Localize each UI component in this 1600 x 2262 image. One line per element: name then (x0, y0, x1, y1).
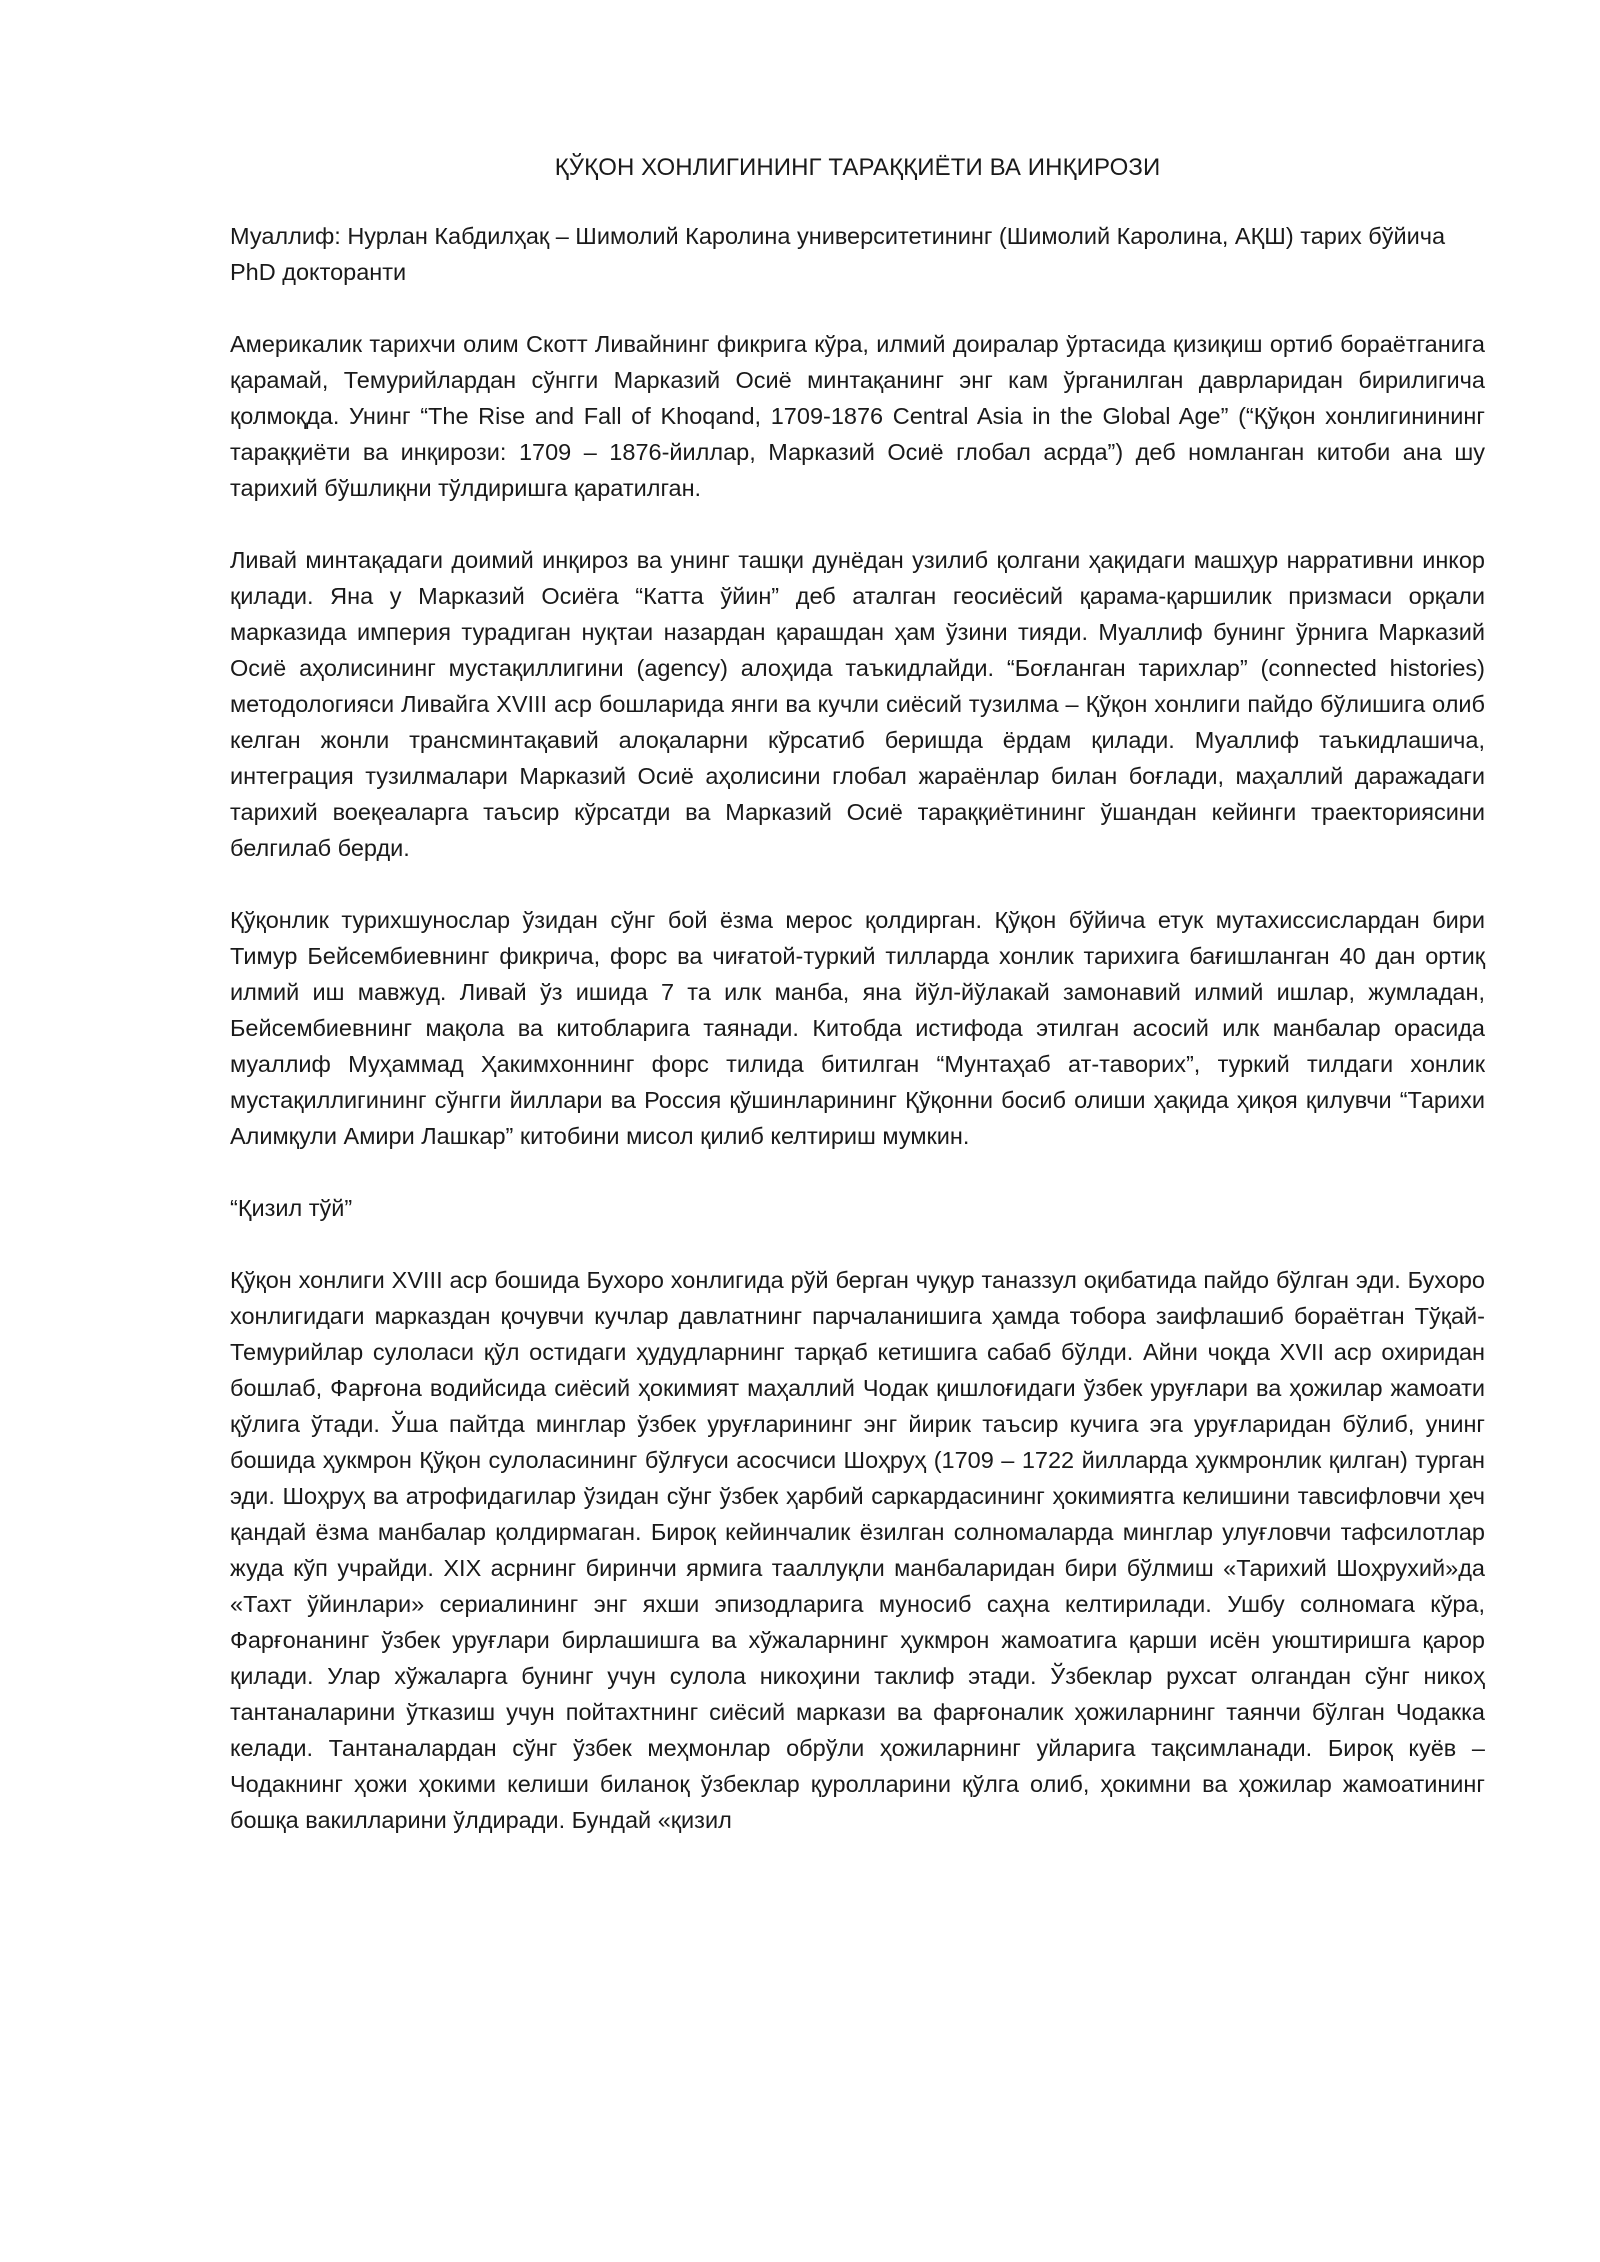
paragraph-sources: Қўқонлик турихшунослар ўзидан сўнг бой ёзма мерос қолдирган. Қўқон бўйича етук мутахиссислардан бири Тимур Бейсембиевнинг фикрича, форс ва чиғатой-туркий тилларда хонлик тарихига бағишланган 40 дан ортиқ илмий иш мавжуд. Ливай ўз ишида 7 та илк манба, яна йўл-йўлакай замонавий илмий ишлар, жумладан, Бейсембиевнинг мақола ва китобларига таянади. Китобда истифода этилган асосий илк манбалар орасида муаллиф Муҳаммад Ҳакимхоннинг форс тилида битилган “Мунтаҳаб ат-таворих”, туркий тилдаги хонлик мустақиллигининг сўнгги йиллари ва Россия қўшинларининг Қўқонни босиб олиши ҳақида ҳиқоя қилувчи “Тарихи Алимқули Амири Лашкар” китобини мисол қилиб келтириш мумкин. (230, 907, 1485, 1149)
paragraph-levi-argument: Ливай минтақадаги доимий инқироз ва унинг ташқи дунёдан узилиб қолгани ҳақидаги машҳур нарративни инкор қилади. Яна у Марказий Осиёга “Катта ўйин” деб аталган геосиёсий қарама-қаршилик призмаси орқали марказида империя турадиган нуқтаи назардан қарашдан ҳам ўзини тияди. Муаллиф бунинг ўрнига Марказий Осиё аҳолисининг мустақиллигини (agency) алоҳида таъкидлайди. “Боғланган тарихлар” (connected histories) методологияси Ливайга XVIII аср бошларида янги ва кучли сиёсий тузилма – Қўқон хонлиги пайдо бўлишига олиб келган жонли трансминтақавий алоқаларни кўрсатиб беришда ёрдам қилади. Муаллиф таъкидлашича, интеграция тузилмалари Марказий Осиё аҳолисини глобал жараёнлар билан боғлади, маҳаллий даражадаги тарихий воеқеаларга таъсир кўрсатди ва Марказий Осиё тараққиётининг ўшандан кейинги траекториясини белгилаб берди. (230, 547, 1485, 861)
paragraph-intro: Америкалик тарихчи олим Скотт Ливайнинг фикрига кўра, илмий доиралар ўртасида қизиқиш ортиб бораётганига қарамай, Темурийлардан сўнгги Марказий Осиё минтақанинг энг кам ўрганилган даврларидан бирилигича қолмоқда. Унинг “The Rise and Fall of Khoqand, 1709-1876 Central Asia in the Global Age” (“Қўқон хонлигинининг тараққиёти ва инқирози: 1709 – 1876-йиллар, Марказий Осиё глобал асрда”) деб номланган китоби ана шу тарихий бўшлиқни тўлдиришга қаратилган. (230, 331, 1485, 501)
paragraph-khanate-origin: Қўқон хонлиги XVIII аср бошида Бухоро хонлигида рўй берган чуқур таназзул оқибатида пайдо бўлган эди. Бухоро хонлигидаги марказдан қочувчи кучлар давлатнинг парчаланишига ҳамда тобора заифлашиб бораётган Тўқай-Темурийлар сулоласи қўл остидаги ҳудудларнинг тарқаб кетишига сабаб бўлди. Айни чоқда XVII аср охиридан бошлаб, Фарғона водийсида сиёсий ҳокимият маҳаллий Чодак қишлоғидаги ўзбек уруғлари ва ҳожилар жамоати қўлига ўтади. Ўша пайтда минглар ўзбек уруғларининг энг йирик таъсир кучига эга уруғларидан бўлиб, унинг бошида ҳукмрон Қўқон сулоласининг бўлғуси асосчиси Шоҳруҳ (1709 – 1722 йилларда ҳукмронлик қилган) турган эди. Шоҳруҳ ва атрофидагилар ўзидан сўнг ўзбек ҳарбий саркардасининг ҳокимиятга келишини тавсифловчи ҳеч қандай ёзма манбалар қолдирмаган. Бироқ кейинчалик ёзилган солномаларда минглар улуғловчи тафсилотлар жуда кўп учрайди. XIX асрнинг биринчи ярмига тааллуқли манбаларидан бири бўлмиш «Тарихий Шоҳрухий»да «Тахт ўйинлари» сериалининг энг яхши эпизодларига муносиб саҳна келтирилади. Ушбу солномага кўра, Фарғонанинг ўзбек уруғлари бирлашишга ва хўжаларнинг ҳукмрон жамоатига қарши исён уюштиришга қарор қилади. Улар хўжаларга бунинг учун сулола никоҳини таклиф этади. Ўзбеклар рухсат олгандан сўнг никоҳ тантаналарини ўтказиш учун пойтахтнинг сиёсий маркази ва фарғоналик ҳожиларнинг таянчи бўлган Чодакка келади. Тантаналардан сўнг ўзбек меҳмонлар обрўли ҳожиларнинг уйларига тақсимланади. Бироқ куёв – Чодакнинг ҳожи ҳокими келиши биланоқ ўзбеклар қуролларини қўлга олиб, ҳокимни ва ҳожилар жамоатининг бошқа вакилларини ўлдиради. Бундай «қизил (230, 1267, 1485, 1833)
author-line: Муаллиф: Нурлан Кабдилҳақ – Шимолий Каролина университетининг (Шимолий Каролина, АҚШ) тарих бўйича PhD докторанти (230, 223, 1446, 285)
section-heading: “Қизил тўй” (230, 1195, 353, 1221)
document-page (230, 150, 1485, 1838)
document-title: ҚЎҚОН ХОНЛИГИНИНГ ТАРАҚҚИЁТИ ВА ИНҚИРОЗИ (554, 154, 1161, 181)
